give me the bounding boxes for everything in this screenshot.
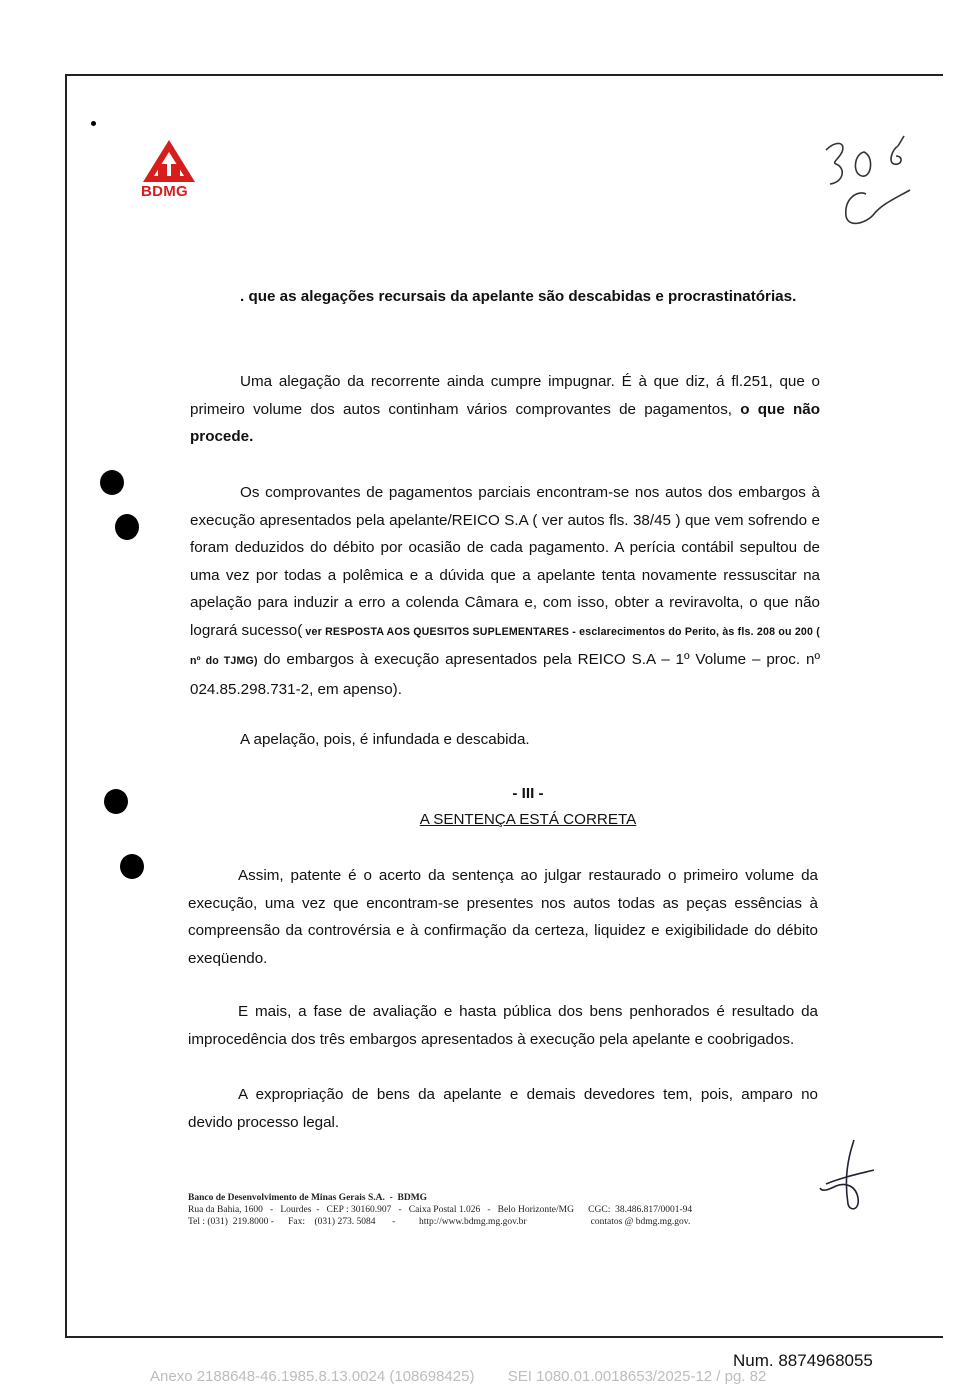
signature-icon: [818, 1138, 878, 1214]
letterhead-footer: [188, 1192, 692, 1228]
paragraph-3: [190, 726, 820, 754]
document-frame: [65, 74, 943, 1338]
punch-hole: [115, 514, 139, 540]
punch-hole: [100, 470, 124, 495]
footer-company: Banco de Desenvolvimento de Minas Gerais S.A. - BDMG: [188, 1193, 428, 1203]
annex-reference: Anexo 2188648-46.1985.8.13.0024 (108698425) SEI 1080.01.0018653/2025-12 / pg. 82: [150, 1368, 767, 1385]
paragraph-2-text: Os comprovantes de pagamentos parciais encontram-se nos autos dos embargos à execução apresentados pela apelante/REICO S.A ( ver autos fls. 38/45 ) que vem sofrendo e foram deduzidos do débito por ocasião de cada pagamento. A perícia contábil sepultou de uma vez por todas a polêmica e a dúvida que a apelante tenta novamente ressuscitar na apelação para induzir a erro a colenda Câmara e, com isso, obter a reviravolta, o que não logrará sucesso(: [190, 484, 820, 639]
footer-address: Rua da Bahia, 1600 - Lourdes - CEP : 30160.907 - Caixa Postal 1.026 - Belo Horizonte/MG CGC: 38.486.817/0001-94: [188, 1205, 693, 1215]
paragraph-1-bold: o que não procede.: [190, 400, 820, 445]
paragraph-6-text: A expropriação de bens da apelante e demais devedores tem, pois, amparo no devido processo legal.: [188, 1086, 818, 1131]
paragraph-5: [188, 998, 818, 1053]
footer-contacts: Tel : (031) 219.8000 - Fax: (031) 273. 5084 - http://www.bdmg.mg.gov.br contatos @ bdmg.mg.gov.: [188, 1217, 691, 1227]
handwritten-page-number: [818, 128, 918, 238]
paragraph-5-text: E mais, a fase de avaliação e hasta pública dos bens penhorados é resultado da improcedência dos três embargos apresentados à execução pela apelante e coobrigados.: [188, 1003, 818, 1048]
punch-hole: [120, 854, 144, 879]
document-number: Num. 8874968055: [733, 1351, 873, 1370]
paragraph-2-tail: do embargos à execução apresentados pela REICO S.A – 1º Volume – proc. nº 024.85.298.731-2, em apenso).: [190, 651, 821, 698]
section-heading: . que as alegações recursais da apelante são descabidas e procrastinatórias.: [240, 288, 797, 305]
section-title: A SENTENÇA ESTÁ CORRETA: [419, 811, 637, 828]
paragraph-6: [188, 1081, 818, 1136]
paragraph-3-text: A apelação, pois, é infundada e descabida.: [240, 731, 530, 748]
paragraph-4-text: Assim, patente é o acerto da sentença ao julgar restaurado o primeiro volume da execução, uma vez que encontram-se presentes nos autos todas as peças essências à compreensão da controvérsia e à confirmação da certeza, liquidez e exigibilidade do débito exeqüendo.: [188, 867, 818, 967]
paragraph-2-reference: ver RESPOSTA AOS QUESITOS SUPLEMENTARES - esclarecimentos do Perito, às fls. 208 ou 200 ( nº do TJMG): [190, 625, 820, 667]
handwritten-page-text: 306: [818, 128, 820, 129]
paragraph-1-text: Uma alegação da recorrente ainda cumpre impugnar. É à que diz, á fl.251, que o primeiro volume dos autos continham vários comprovantes de pagamentos,: [190, 373, 820, 418]
paragraph-2: [190, 479, 820, 703]
scan-dot: [91, 121, 96, 126]
section-number: - III -: [512, 785, 544, 802]
paragraph-4: [188, 862, 818, 972]
bdmg-logo-text: BDMG: [141, 183, 189, 200]
paragraph-1: [190, 368, 820, 451]
